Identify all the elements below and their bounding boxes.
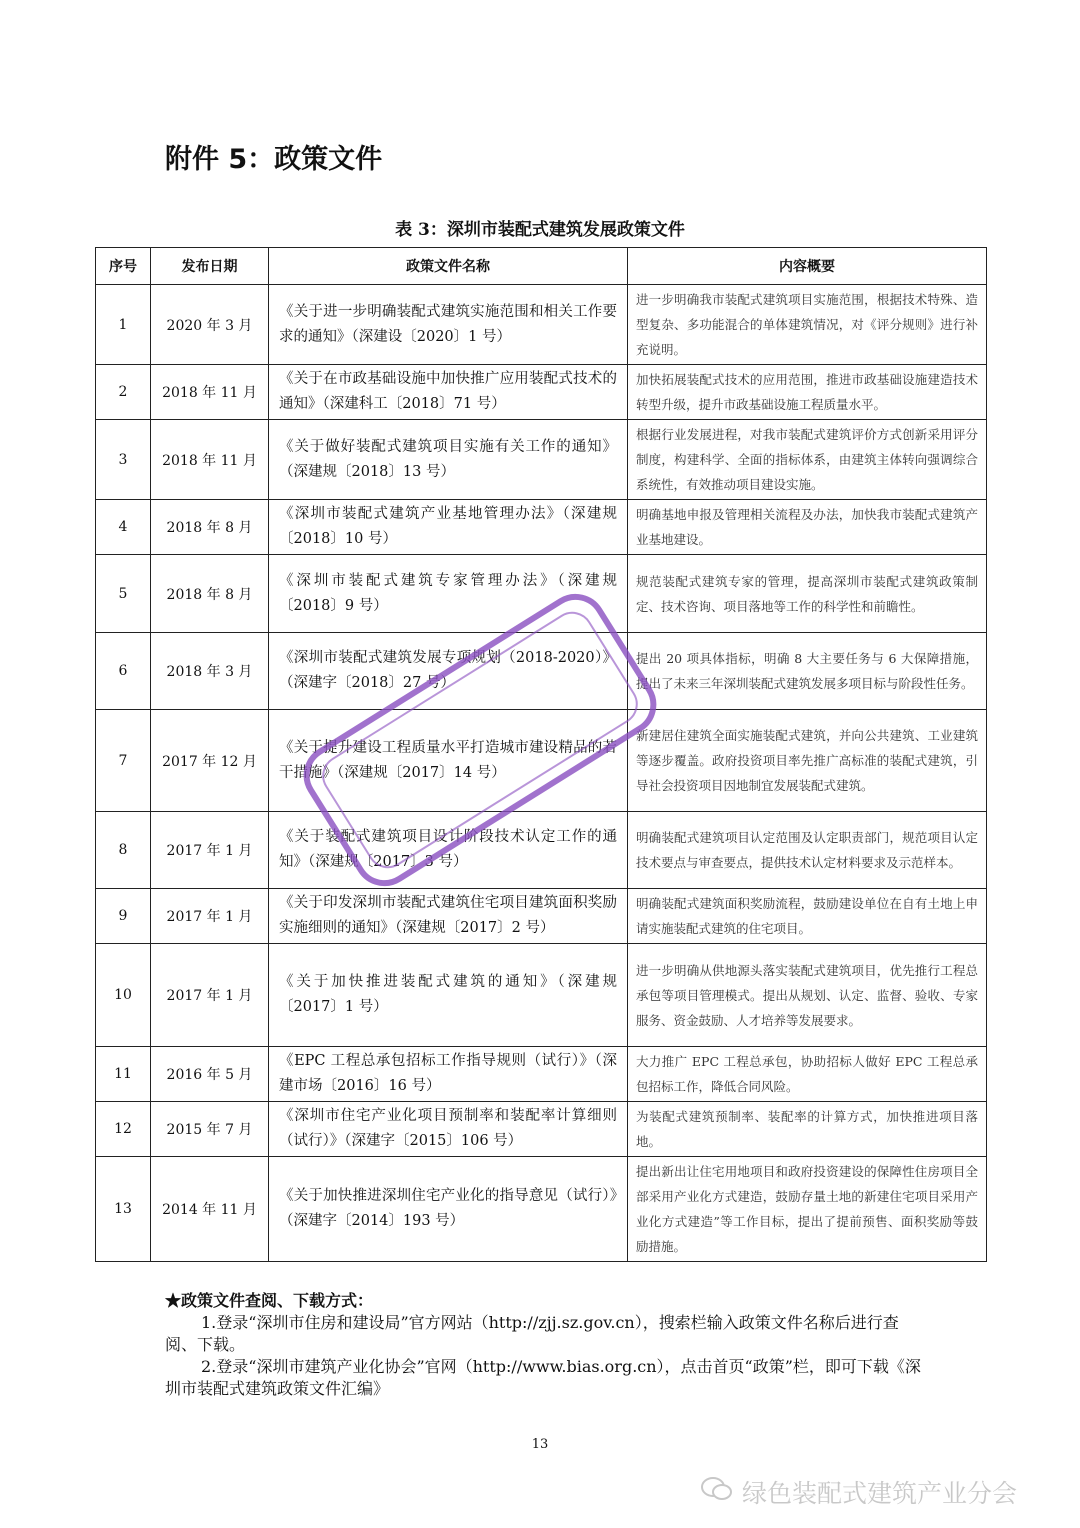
table-header-row bbox=[96, 248, 987, 285]
row-policy-name: 《关于进一步明确装配式建筑实施范围和相关工作要求的通知》（深建设〔2020〕1 号） bbox=[269, 285, 628, 365]
row-summary: 进一步明确从供地源头落实装配式建筑项目，优先推行工程总承包等项目管理模式。提出从规划、认定、监督、验收、专家服务、资金鼓励、人才培养等发展要求。 bbox=[628, 944, 987, 1047]
notes-item-2: 2.登录“深圳市建筑产业化协会”官网（http://www.bias.org.cn），点击首页“政策”栏，即可下载《深圳市装配式建筑政策文件汇编》 bbox=[165, 1357, 921, 1398]
row-policy-name: 《深圳市装配式建筑产业基地管理办法》（深建规〔2018〕10 号） bbox=[269, 500, 628, 555]
row-policy-name: 《深圳市住宅产业化项目预制率和装配率计算细则（试行）》（深建字〔2015〕106 号） bbox=[269, 1102, 628, 1157]
row-policy-name: 《关于加快推进深圳住宅产业化的指导意见（试行）》（深建字〔2014〕193 号） bbox=[269, 1157, 628, 1262]
row-number: 8 bbox=[96, 812, 151, 889]
row-date: 2015 年 7 月 bbox=[151, 1102, 269, 1157]
row-summary: 明确基地申报及管理相关流程及办法，加快我市装配式建筑产业基地建设。 bbox=[628, 500, 987, 555]
row-date: 2017 年 1 月 bbox=[151, 812, 269, 889]
row-summary: 大力推广 EPC 工程总承包，协助招标人做好 EPC 工程总承包招标工作，降低合同风险。 bbox=[628, 1047, 987, 1102]
row-number: 3 bbox=[96, 420, 151, 500]
row-number: 1 bbox=[96, 285, 151, 365]
row-policy-name: 《EPC 工程总承包招标工作指导规则（试行）》（深建市场〔2016〕16 号） bbox=[269, 1047, 628, 1102]
row-policy-name: 《深圳市装配式建筑专家管理办法》（深建规〔2018〕9 号） bbox=[269, 555, 628, 633]
row-date: 2017 年 1 月 bbox=[151, 944, 269, 1047]
notes-title: ★政策文件查阅、下载方式： bbox=[165, 1291, 374, 1310]
row-summary: 明确装配式建筑面积奖励流程，鼓励建设单位在自有土地上申请实施装配式建筑的住宅项目。 bbox=[628, 889, 987, 944]
wechat-icon bbox=[700, 1475, 734, 1509]
row-summary: 进一步明确我市装配式建筑项目实施范围，根据技术特殊、造型复杂、多功能混合的单体建筑情况，对《评分规则》进行补充说明。 bbox=[628, 285, 987, 365]
row-date: 2017 年 12 月 bbox=[151, 710, 269, 812]
table-row bbox=[96, 420, 987, 500]
row-policy-name: 《关于在市政基础设施中加快推广应用装配式技术的通知》（深建科工〔2018〕71 号） bbox=[269, 365, 628, 420]
row-policy-name: 《深圳市装配式建筑发展专项规划（2018-2020）》（深建字〔2018〕27 号） bbox=[269, 633, 628, 710]
page-number: 13 bbox=[531, 1437, 549, 1452]
row-number: 2 bbox=[96, 365, 151, 420]
row-date: 2018 年 11 月 bbox=[151, 420, 269, 500]
row-summary: 规范装配式建筑专家的管理，提高深圳市装配式建筑政策制定、技术咨询、项目落地等工作的科学性和前瞻性。 bbox=[628, 555, 987, 633]
row-date: 2018 年 3 月 bbox=[151, 633, 269, 710]
row-policy-name: 《关于加快推进装配式建筑的通知》（深建规〔2017〕1 号） bbox=[269, 944, 628, 1047]
col-header-date: 发布日期 bbox=[151, 248, 269, 285]
row-summary: 提出新出让住宅用地项目和政府投资建设的保障性住房项目全部采用产业化方式建造，鼓励存量土地的新建住宅项目采用产业化方式建造”等工作目标，提出了提前预售、面积奖励等鼓励措施。 bbox=[628, 1157, 987, 1262]
row-number: 5 bbox=[96, 555, 151, 633]
row-number: 10 bbox=[96, 944, 151, 1047]
row-policy-name: 《关于提升建设工程质量水平打造城市建设精品的若干措施》（深建规〔2017〕14 号） bbox=[269, 710, 628, 812]
row-summary: 新建居住建筑全面实施装配式建筑，并向公共建筑、工业建筑等逐步覆盖。政府投资项目率先推广高标准的装配式建筑，引导社会投资项目因地制宜发展装配式建筑。 bbox=[628, 710, 987, 812]
table-row bbox=[96, 812, 987, 889]
table-row bbox=[96, 500, 987, 555]
table-row bbox=[96, 889, 987, 944]
row-date: 2018 年 8 月 bbox=[151, 500, 269, 555]
row-number: 9 bbox=[96, 889, 151, 944]
row-date: 2018 年 11 月 bbox=[151, 365, 269, 420]
row-date: 2018 年 8 月 bbox=[151, 555, 269, 633]
row-date: 2020 年 3 月 bbox=[151, 285, 269, 365]
table-row bbox=[96, 1157, 987, 1262]
page-heading: 附件 5：政策文件 bbox=[165, 144, 383, 175]
row-summary: 为装配式建筑预制率、装配率的计算方式，加快推进项目落地。 bbox=[628, 1102, 987, 1157]
row-policy-name: 《关于装配式建筑项目设计阶段技术认定工作的通知》（深建规〔2017〕3 号） bbox=[269, 812, 628, 889]
row-summary: 加快拓展装配式技术的应用范围，推进市政基础设施建造技术转型升级，提升市政基础设施工程质量水平。 bbox=[628, 365, 987, 420]
policy-table bbox=[95, 247, 987, 1262]
table-row bbox=[96, 1047, 987, 1102]
table-caption: 表 3：深圳市装配式建筑发展政策文件 bbox=[395, 220, 685, 240]
row-policy-name: 《关于印发深圳市装配式建筑住宅项目建筑面积奖励实施细则的通知》（深建规〔2017〕2 号） bbox=[269, 889, 628, 944]
watermark-text: 绿色装配式建筑产业分会 bbox=[742, 1479, 1018, 1508]
row-date: 2014 年 11 月 bbox=[151, 1157, 269, 1262]
row-summary: 明确装配式建筑项目认定范围及认定职责部门，规范项目认定技术要点与审查要点，提供技术认定材料要求及示范样本。 bbox=[628, 812, 987, 889]
row-number: 13 bbox=[96, 1157, 151, 1262]
download-notes bbox=[165, 1290, 925, 1400]
row-number: 6 bbox=[96, 633, 151, 710]
wechat-watermark bbox=[700, 1474, 1080, 1510]
row-date: 2017 年 1 月 bbox=[151, 889, 269, 944]
table-row bbox=[96, 944, 987, 1047]
table-row bbox=[96, 365, 987, 420]
notes-item-1: 1.登录“深圳市住房和建设局”官方网站（http://zjj.sz.gov.cn），搜索栏输入政策文件名称后进行查阅、下载。 bbox=[165, 1313, 899, 1354]
col-header-no: 序号 bbox=[96, 248, 151, 285]
table-row bbox=[96, 710, 987, 812]
row-date: 2016 年 5 月 bbox=[151, 1047, 269, 1102]
table-row bbox=[96, 1102, 987, 1157]
row-summary: 根据行业发展进程，对我市装配式建筑评价方式创新采用评分制度，构建科学、全面的指标体系，由建筑主体转向强调综合系统性，有效推动项目建设实施。 bbox=[628, 420, 987, 500]
col-header-name: 政策文件名称 bbox=[269, 248, 628, 285]
row-summary: 提出 20 项具体指标，明确 8 大主要任务与 6 大保障措施，提出了未来三年深圳装配式建筑发展多项目标与阶段性任务。 bbox=[628, 633, 987, 710]
table-row bbox=[96, 285, 987, 365]
row-number: 11 bbox=[96, 1047, 151, 1102]
row-number: 4 bbox=[96, 500, 151, 555]
table-row bbox=[96, 633, 987, 710]
row-number: 12 bbox=[96, 1102, 151, 1157]
row-number: 7 bbox=[96, 710, 151, 812]
table-row bbox=[96, 555, 987, 633]
col-header-summary: 内容概要 bbox=[628, 248, 987, 285]
row-policy-name: 《关于做好装配式建筑项目实施有关工作的通知》（深建规〔2018〕13 号） bbox=[269, 420, 628, 500]
